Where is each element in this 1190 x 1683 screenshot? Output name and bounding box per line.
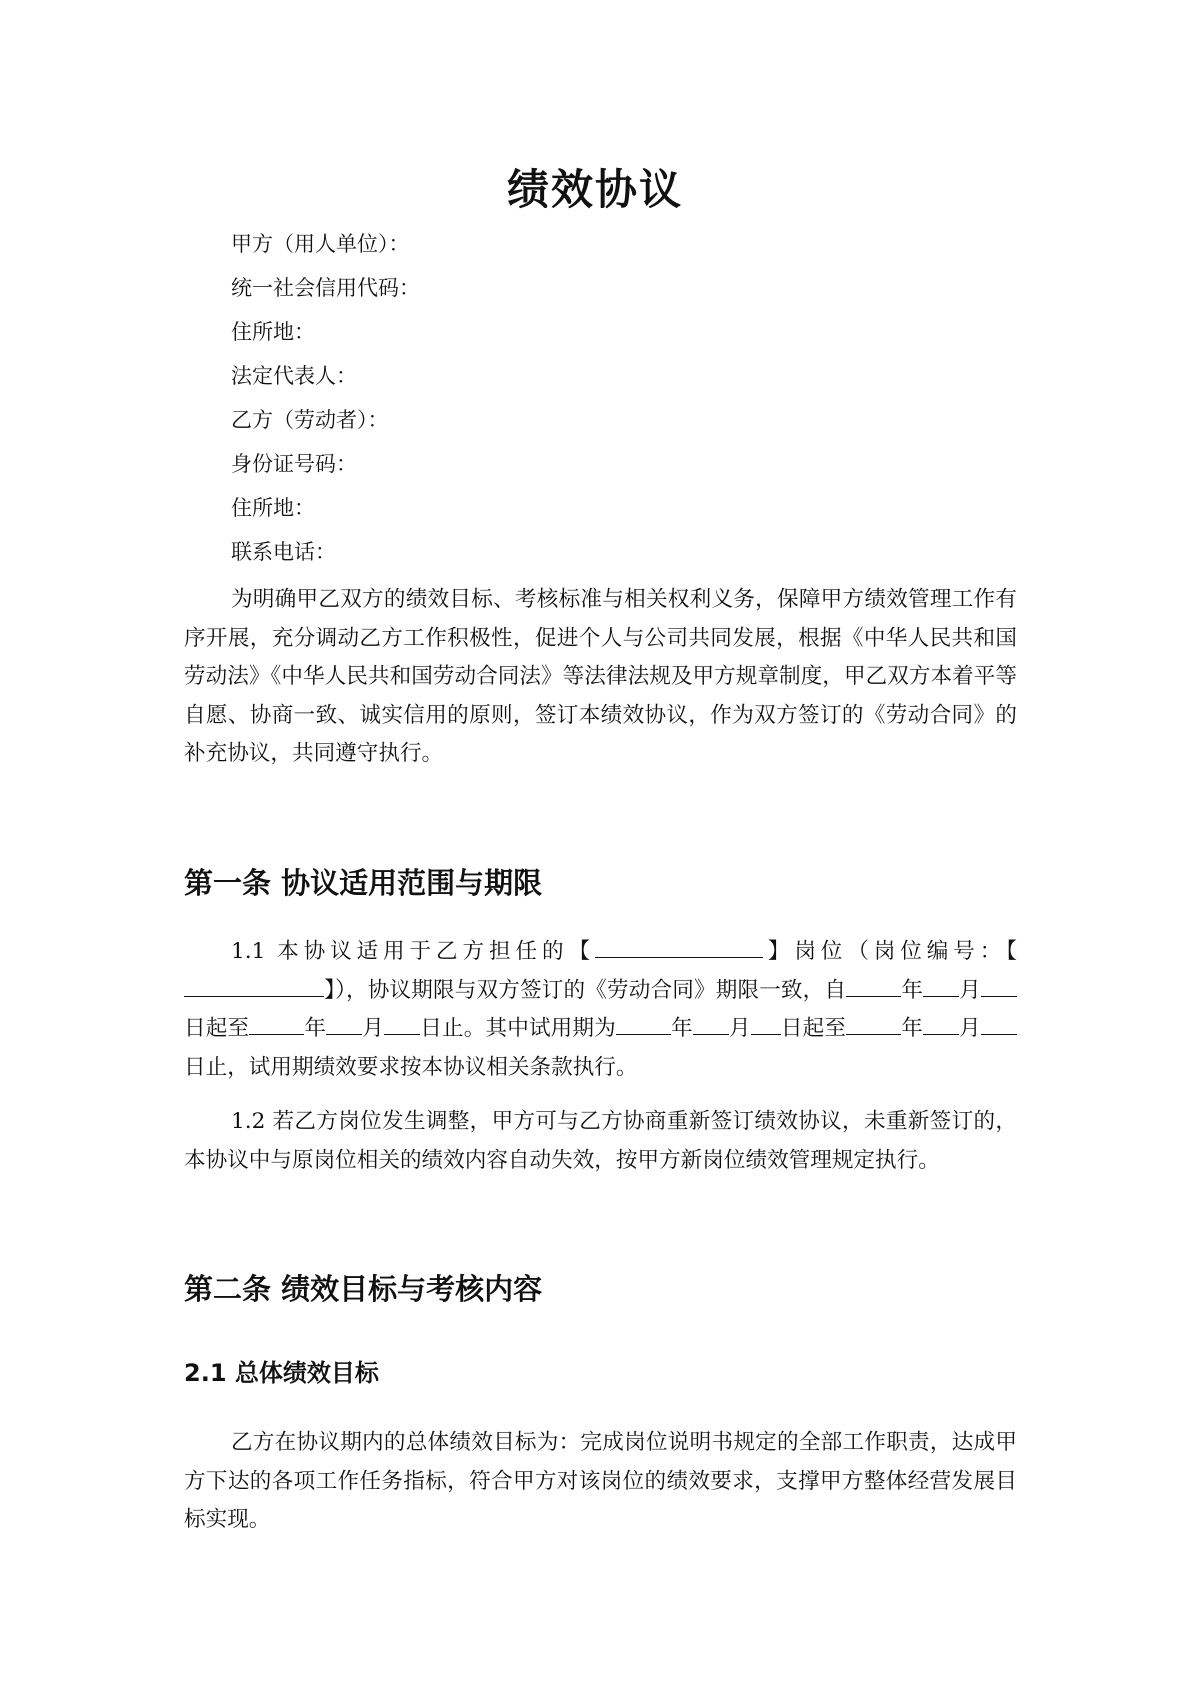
preamble-paragraph: 为明确甲乙双方的绩效目标、考核标准与相关权利义务，保障甲方绩效管理工作有序开展，充分调动乙方工作积极性，促进个人与公司共同发展，根据《中华人民共和国劳动法》《中华人民共和国劳动合同法》等法律法规及甲方规章制度，甲乙双方本着平等自愿、协商一致、诚实信用的原则，签订本绩效协议，作为双方签订的《劳动合同》的补充协议，共同遵守执行。 (184, 587, 1017, 766)
probation-end-month-blank[interactable] (923, 1014, 959, 1035)
end-day-blank[interactable] (384, 1014, 420, 1035)
clause-1-1-text-a: 1.1 本协议适用于乙方担任的【 (231, 939, 595, 964)
clause-1-1-text-b: 】岗位（岗位编号：【 (762, 939, 1017, 964)
year-label: 年 (901, 1016, 924, 1041)
end-year-blank[interactable] (249, 1014, 304, 1035)
field-party-a-address: 住所地： (231, 320, 315, 344)
start-month-blank[interactable] (923, 976, 959, 997)
section-2-1-heading: 2.1 总体绩效目标 (184, 1359, 379, 1387)
field-party-b-address: 住所地： (231, 496, 315, 520)
probation-start-day-blank[interactable] (751, 1014, 781, 1035)
section-2-1-paragraph: 乙方在协议期内的总体绩效目标为：完成岗位说明书规定的全部工作职责，达成甲方下达的各项工作任务指标，符合甲方对该岗位的绩效要求，支撑甲方整体经营发展目标实现。 (184, 1430, 1017, 1532)
probation-start-month-blank[interactable] (693, 1014, 729, 1035)
day-end-probation-label: 日止，试用期绩效要求按本协议相关条款执行。 (184, 1054, 638, 1080)
field-party-a: 甲方（用人单位）： (231, 232, 410, 256)
month-label: 月 (362, 1016, 385, 1041)
probation-end-year-blank[interactable] (846, 1014, 901, 1035)
clause-1-1-text-c: 】），协议期限与双方签订的《劳动合同》期限一致，自 (324, 977, 847, 1003)
year-label: 年 (670, 1016, 693, 1041)
month-label: 月 (959, 1016, 981, 1041)
start-year-blank[interactable] (846, 976, 901, 997)
probation-start-year-blank[interactable] (616, 1014, 671, 1035)
field-phone: 联系电话： (231, 540, 336, 564)
post-number-blank[interactable] (184, 976, 324, 997)
month-label: 月 (959, 977, 981, 1003)
post-name-blank[interactable] (595, 937, 763, 958)
probation-end-day-blank[interactable] (981, 1014, 1017, 1035)
document-title: 绩效协议 (506, 165, 683, 214)
end-month-blank[interactable] (326, 1014, 362, 1035)
start-day-blank[interactable] (981, 976, 1017, 997)
clause-1-1 (184, 933, 1017, 1087)
article-1-heading: 第一条 协议适用范围与期限 (184, 866, 543, 900)
field-id-number: 身份证号码： (231, 452, 357, 476)
article-2-heading: 第二条 绩效目标与考核内容 (184, 1272, 543, 1306)
field-credit-code: 统一社会信用代码： (231, 276, 420, 300)
month-label: 月 (728, 1016, 751, 1041)
year-label: 年 (901, 977, 924, 1003)
field-party-b: 乙方（劳动者）： (231, 408, 389, 432)
day-end-label: 日止。其中试用期为 (420, 1016, 616, 1041)
day-from-label: 日起至 (780, 1016, 847, 1041)
year-label: 年 (304, 1016, 327, 1041)
field-legal-representative: 法定代表人： (231, 364, 357, 388)
day-from-label: 日起至 (184, 1016, 250, 1041)
clause-1-2: 1.2 若乙方岗位发生调整，甲方可与乙方协商重新签订绩效协议，未重新签订的，本协议中与原岗位相关的绩效内容自动失效，按甲方新岗位绩效管理规定执行。 (184, 1109, 1017, 1173)
